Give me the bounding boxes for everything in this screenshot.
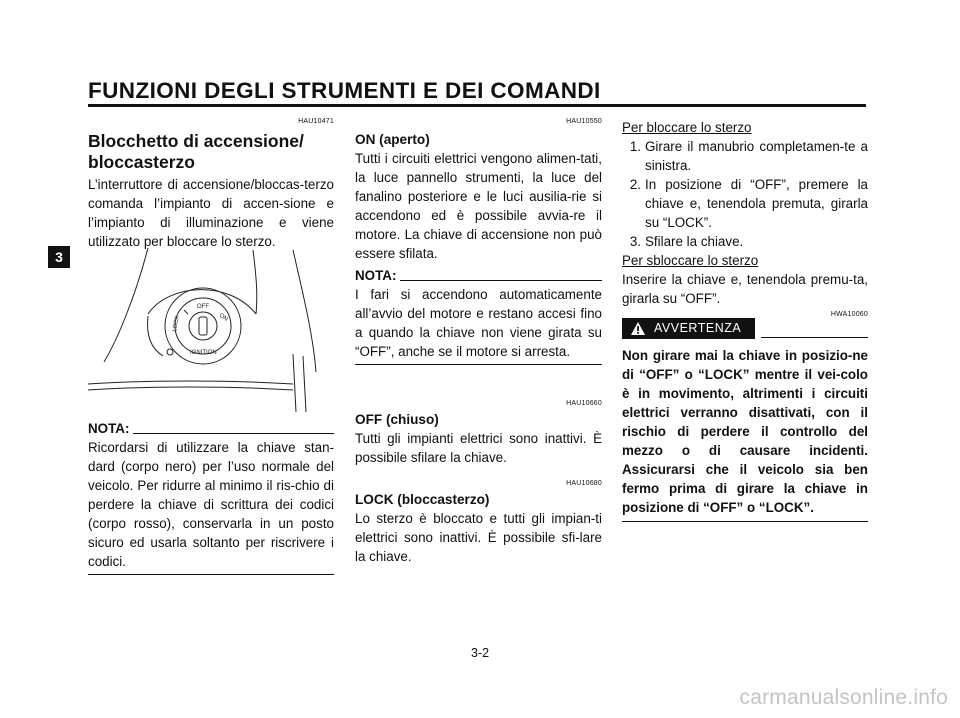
lock-steering-heading: Per bloccare lo sterzo [622, 120, 752, 135]
watermark: carmanualsonline.info [739, 686, 948, 709]
warning-badge [622, 318, 755, 339]
off-title: OFF (chiuso) [355, 412, 439, 427]
list-item: 3. Sfilare la chiave. [629, 234, 744, 249]
warning-header [622, 318, 868, 339]
nota-paragraph: Ricordarsi di utilizzare la chiave stan-dard (corpo nero) per l’uso normale del veicolo. Per ridurre al minimo il ris-chio di perdere la chiave di scrittura dei codici (corpo rosso), conservarla in un posto sicuro ed usarla soltanto per riscrivere i codici. [88, 438, 334, 575]
list-item: 1. Girare il manubrio completamen-te a sinistra. [629, 139, 868, 173]
unlock-paragraph: Inserire la chiave e, tenendola premu-ta, girarla su “OFF”. [622, 272, 868, 306]
nota-header [88, 420, 334, 438]
list-item: 2. In posizione di “OFF”, premere la chiave e, tenendola premuta, girarla su “LOCK”. [629, 177, 868, 230]
warning-triangle-icon [630, 321, 646, 336]
figure-label-off: OFF [197, 304, 209, 310]
on-paragraph: Tutti i circuiti elettrici vengono alimen-tati, la luce pannello strumenti, la luce del fanalino posteriore e le luci ausilia-rie si accendono ed è possibile avvia-re il motore. La chiave di accensione non può essere sfilata. [355, 151, 602, 261]
intro-paragraph: L’interruttore di accensione/bloccas-terzo comanda l’impianto di accen-sione e l’impianto di illuminazione e viene utilizzato per bloccare lo sterzo. [88, 177, 334, 249]
lock-steps-list [622, 137, 868, 251]
figure-label-ignition: IGNITION [190, 350, 217, 356]
lock-title: LOCK (bloccasterzo) [355, 492, 490, 507]
warning-label: AVVERTENZA [654, 321, 742, 335]
warning-paragraph: Non girare mai la chiave in posizio-ne di “OFF” o “LOCK” mentre il vei-colo è in movimento, altrimenti i circuiti elettrici verranno disattivati, con il rischio di perdere il controllo del mezzo o di causare incidenti. Assicurarsi che il veicolo sia ben fermo prima di girare la chiave in posizione di “OFF” o “LOCK”. [622, 346, 868, 522]
page-header-title: FUNZIONI DEGLI STRUMENTI E DEI COMANDI [88, 78, 601, 103]
nota-paragraph: I fari si accendono automaticamente all’avvio del motore e restano accesi fino a quando la chiave non viene girata su “OFF”, anche se il motore si arresta. [355, 285, 602, 365]
section-title [88, 131, 334, 173]
nota-label: NOTA: [355, 268, 397, 283]
section-title-line-2: bloccasterzo [88, 152, 195, 172]
doc-code: HWA10060 [830, 311, 868, 318]
chapter-tab: 3 [48, 246, 70, 268]
doc-code: HAU10660 [566, 400, 602, 407]
ignition-switch-illustration [88, 244, 334, 414]
on-title: ON (aperto) [355, 132, 430, 147]
off-paragraph: Tutti gli impianti elettrici sono inattivi. È possibile sfilare la chiave. [355, 431, 602, 465]
unlock-steering-heading: Per sbloccare lo sterzo [622, 253, 759, 268]
nota-header [355, 267, 602, 285]
lock-paragraph: Lo sterzo è bloccato e tutti gli impian-ti elettrici sono inattivi. È possibile sfi-lare la chiave. [355, 511, 602, 564]
page-number: 3-2 [470, 646, 490, 660]
nota-label: NOTA: [88, 421, 130, 436]
doc-code: HAU10471 [298, 118, 334, 125]
header-rule [88, 104, 866, 107]
doc-code: HAU10680 [566, 480, 602, 487]
figure-label-on: ON [217, 312, 229, 323]
doc-code: HAU10550 [566, 118, 602, 125]
section-title-line-1: Blocchetto di accensione/ [88, 131, 304, 151]
figure-label-lock: LOCK [172, 315, 181, 333]
